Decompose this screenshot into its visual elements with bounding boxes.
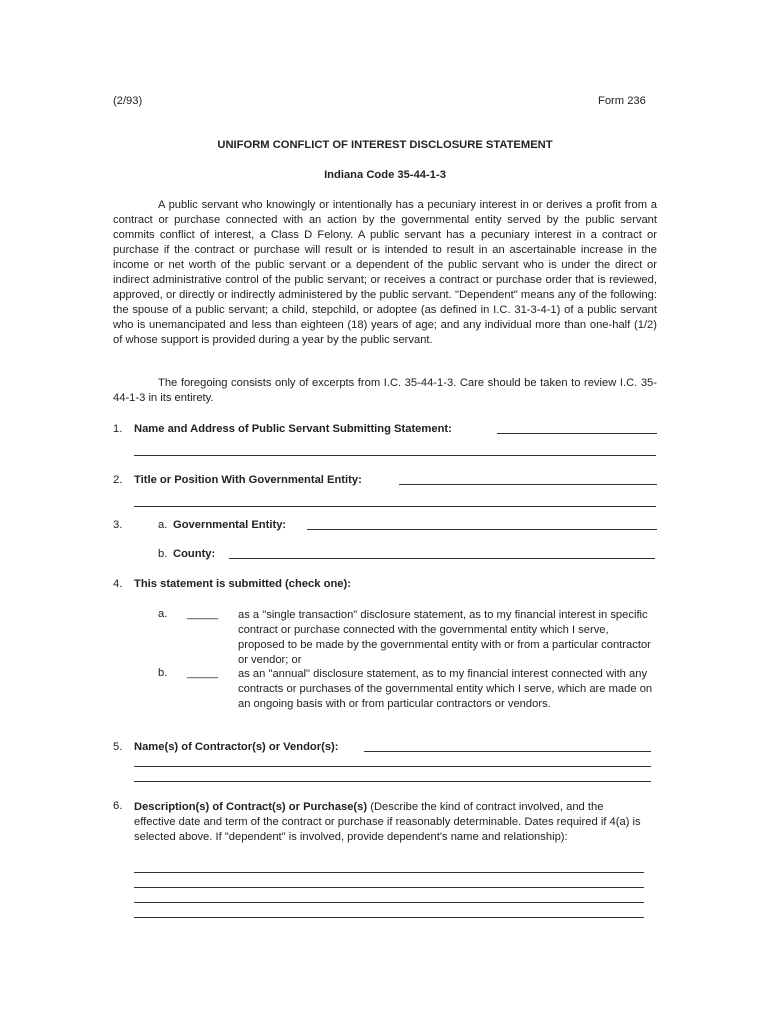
item1-number: 1. — [113, 423, 123, 435]
intro-paragraph: A public servant who knowingly or intentionally has a pecuniary interest in or derives a profit from a contract or purchase connected with an action by the governmental entity served by the public servant commits conflict of interest, a Class D Felony. A public servant has a pecuniary interest in a contract or purchase if the contract or purchase will result or is intended to result in an ascertainable increase in the income or net worth of the public servant or a dependent of the public servant who is under the direct or indirect administrative control of the public servant; or receives a contract or purchase order that is reviewed, approved, or directly or indirectly administered by the public servant. "Dependent" means any of the following: the spouse of a public servant; a child, stepchild, or adoptee (as defined in I.C. 31-3-4-1) of a public servant who is unemancipated and less than eighteen (18) years of age; and any individual more than one-half (1/2) of whose support is provided during a year by the public servant. — [113, 199, 657, 346]
statute-reference: Indiana Code 35-44-1-3 — [324, 169, 446, 181]
item5-label: Name(s) of Contractor(s) or Vendor(s): — [134, 741, 339, 753]
option-a-text: as a "single transaction" disclosure statement, as to my financial interest in specific contract or purchase connected with the governmental entity which I serve, proposed to be made by the governmental entity with or from a particular contractor or vendor; or — [238, 609, 651, 666]
item1-name-field[interactable] — [497, 433, 657, 434]
description-field-line-2[interactable] — [134, 887, 644, 888]
item2-label: Title or Position With Governmental Entity: — [134, 474, 362, 486]
option-b-letter: b. — [158, 667, 168, 679]
document-title: UNIFORM CONFLICT OF INTEREST DISCLOSURE STATEMENT — [217, 139, 553, 151]
option-b-text: as an "annual" disclosure statement, as to my financial interest connected with any contracts or purchases of the governmental entity which I serve, which are made on an ongoing basis with or from particular contractors or vendors. — [238, 668, 653, 710]
vendor-field-line-2[interactable] — [134, 766, 651, 767]
item6-label: Description(s) of Contract(s) or Purchase(s) — [134, 801, 368, 813]
item1-label: Name and Address of Public Servant Submitting Statement: — [134, 423, 452, 435]
vendor-field-line-3[interactable] — [134, 781, 651, 782]
item3a-prefix: a. — [158, 519, 168, 531]
county-field[interactable] — [229, 558, 655, 559]
item3b-label: County: — [173, 548, 216, 560]
item3-number: 3. — [113, 519, 123, 531]
governmental-entity-field[interactable] — [307, 529, 657, 530]
item3b-prefix: b. — [158, 548, 168, 560]
description-field-line-1[interactable] — [134, 872, 644, 873]
item2-title-field[interactable] — [399, 484, 657, 485]
item6-text — [134, 800, 646, 845]
item6-description: (Describe the kind of contract involved, and the effective date and term of the contract or purchase if reasonably determinable. Dates required if 4(a) is selected above. If "dependent" is involved, provide dependent's name and relationship): — [134, 801, 641, 843]
description-field-line-4[interactable] — [134, 917, 644, 918]
form-number: Form 236 — [598, 95, 646, 107]
item5-number: 5. — [113, 741, 123, 753]
option-a-letter: a. — [158, 608, 168, 620]
option-b-checkbox[interactable]: _____ — [187, 667, 219, 679]
item3a-label: Governmental Entity: — [173, 519, 287, 531]
item2-number: 2. — [113, 474, 123, 486]
item6-number: 6. — [113, 800, 123, 812]
excerpt-paragraph: The foregoing consists only of excerpts from I.C. 35-44-1-3. Care should be taken to review I.C. 35-44-1-3 in its entirety. — [113, 377, 657, 404]
item4-number: 4. — [113, 578, 123, 590]
item4-label: This statement is submitted (check one): — [134, 578, 351, 590]
vendor-field[interactable] — [364, 751, 651, 752]
revision-date: (2/93) — [113, 95, 143, 107]
item1-address-field[interactable] — [134, 455, 656, 456]
option-a-checkbox[interactable]: _____ — [187, 608, 219, 620]
item2-title-field-continued[interactable] — [134, 506, 656, 507]
description-field-line-3[interactable] — [134, 902, 644, 903]
